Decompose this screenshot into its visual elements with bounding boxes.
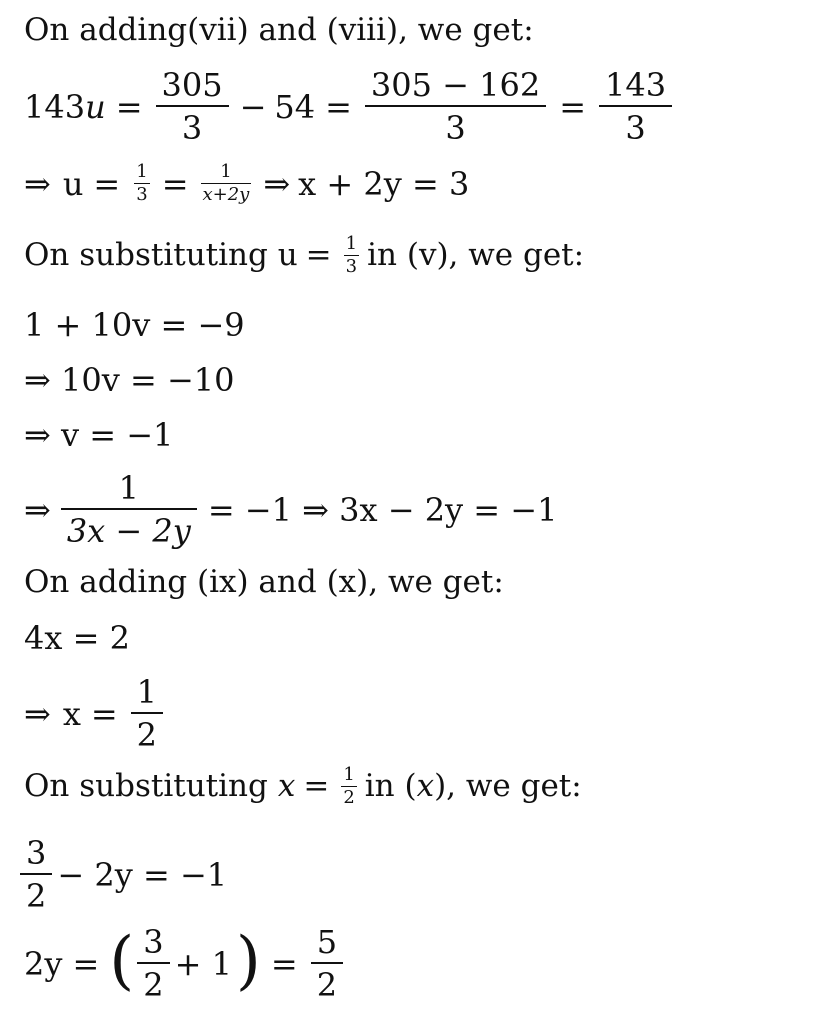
fraction-bar: [20, 873, 52, 875]
substitution-u-row: [24, 235, 584, 276]
fraction-bar: [131, 712, 163, 714]
prefix-text: On substituting u: [24, 237, 298, 273]
equals-2: =: [325, 87, 352, 126]
line-6-text: ⇒ 10v = −10: [24, 361, 235, 399]
variable-u: u: [62, 164, 84, 203]
fraction-143-over-3: [599, 66, 672, 147]
numerator-1: 1: [345, 233, 358, 254]
fraction-305-minus-162-over-3: [365, 66, 546, 147]
denominator-x-plus-2y: x+2y: [202, 184, 250, 205]
heading-adding-ix-x: [24, 564, 504, 600]
denominator-3: 3: [445, 109, 466, 147]
equation-4x-row: [24, 619, 130, 657]
denominator-3: 3: [136, 184, 148, 205]
fraction-bar: [61, 508, 197, 510]
fraction-bar: [156, 105, 229, 107]
equation-x-plus-2y-equals-3: x + 2y = 3: [298, 164, 470, 203]
fraction-bar: [599, 105, 672, 107]
fraction-1-over-x-plus-2y: [201, 163, 252, 204]
prefix-text: On substituting: [24, 768, 268, 804]
fraction-5-over-2: [311, 923, 343, 1004]
fraction-1-over-2: [131, 673, 163, 754]
equation-143u-row: [24, 66, 675, 147]
variable-x: x: [62, 694, 81, 733]
line-7-text: ⇒ v = −1: [24, 416, 174, 454]
fraction-305-over-3: [156, 66, 229, 147]
equals-1: =: [115, 87, 143, 126]
fraction-1-over-3x-minus-2y: [61, 469, 197, 550]
fraction-1-over-2: [341, 766, 356, 807]
line-10-text: 4x = 2: [24, 619, 130, 657]
close-parenthesis: ): [235, 923, 261, 998]
denominator-3: 3: [625, 109, 646, 147]
denominator-2: 2: [26, 877, 47, 915]
suffix-text: in (v), we get:: [367, 237, 585, 273]
equals-sign: =: [303, 768, 330, 804]
numerator-3: 3: [143, 923, 164, 961]
fraction-bar: [311, 962, 343, 964]
minus-sign: −: [239, 87, 267, 126]
equation-x-equals-half-row: [24, 673, 166, 754]
lhs-2y: 2y: [24, 944, 63, 983]
numerator-1: 1: [136, 161, 148, 182]
implies-2: ⇒: [263, 164, 291, 203]
equals-1: =: [93, 164, 121, 203]
value-54: 54: [274, 87, 316, 126]
fraction-1-over-3: [134, 163, 149, 204]
lhs-143: 143: [24, 87, 86, 126]
suffix-text: ), we get:: [434, 768, 582, 804]
equals-sign: =: [90, 694, 118, 733]
denominator-2: 2: [343, 787, 355, 808]
fraction-bar: [365, 105, 546, 107]
equals-sign: =: [305, 237, 332, 273]
numerator-5: 5: [316, 923, 338, 961]
numerator-1: 1: [343, 764, 355, 785]
denominator-2: 2: [143, 966, 164, 1004]
variable-x-2: x: [416, 768, 435, 804]
line-5-text: 1 + 10v = −9: [24, 306, 245, 344]
substitution-x-row: [24, 766, 582, 807]
numerator-143: 143: [605, 66, 667, 104]
equation-u-equals-one-third-row: [24, 163, 469, 204]
equals-3: =: [559, 87, 587, 126]
implies-1: ⇒: [24, 490, 51, 529]
variable-u: u: [85, 87, 106, 126]
equation-2y-row: [24, 923, 346, 1004]
line-1-text: On adding(vii) and (viii), we get:: [24, 12, 534, 48]
plus-one: + 1: [174, 944, 232, 983]
denominator-3: 3: [345, 256, 358, 277]
equation-10v-row: [24, 361, 235, 399]
numerator-1: 1: [118, 469, 139, 507]
numerator-305: 305: [161, 66, 223, 104]
heading-adding-vii-viii: [24, 12, 534, 48]
denominator-3: 3: [181, 109, 203, 147]
equals-2: =: [270, 944, 298, 983]
fraction-1-over-3: [344, 235, 359, 276]
numerator-3: 3: [26, 834, 47, 872]
equation-v-row: [24, 416, 174, 454]
fraction-3-over-2: [20, 834, 52, 915]
equation-three-halves-minus-2y-row: [24, 834, 228, 915]
implies-1: ⇒: [24, 164, 51, 203]
equals-1: =: [72, 944, 100, 983]
rest-equation: − 2y = −1: [57, 855, 228, 894]
open-parenthesis: (: [109, 923, 135, 998]
variable-x: x: [277, 768, 296, 804]
numerator-1: 1: [220, 161, 232, 182]
fraction-bar: [137, 962, 169, 964]
numerator-1: 1: [136, 673, 158, 711]
fraction-3-over-2: [137, 923, 169, 1004]
equation-1-plus-10v-row: [24, 306, 245, 344]
numerator-305-minus-162: 305 − 162: [370, 66, 541, 104]
denominator-2: 2: [316, 966, 338, 1004]
line-9-text: On adding (ix) and (x), we get:: [24, 564, 504, 600]
equation-3x-minus-2y-row: [24, 469, 558, 550]
denominator-2: 2: [136, 716, 158, 754]
denominator-3x-minus-2y: 3x − 2y: [66, 512, 191, 550]
tail-equation: = −1 ⇒ 3x − 2y = −1: [207, 490, 558, 529]
middle-text: in (: [364, 768, 417, 804]
equals-2: =: [161, 164, 189, 203]
implies: ⇒: [24, 694, 51, 733]
